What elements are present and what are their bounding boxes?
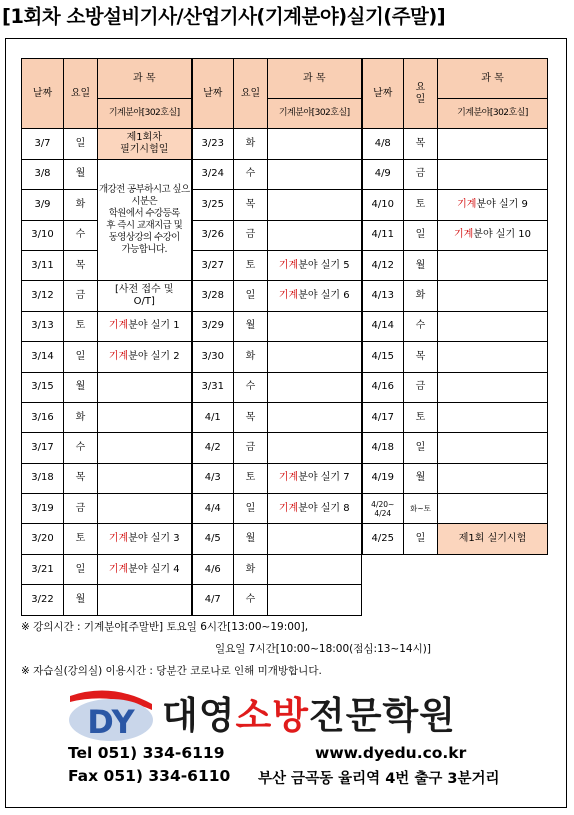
- dy-logo-mark: [66, 690, 156, 742]
- subject-text: 기계분야 실기 7: [278, 472, 350, 484]
- empty-cell: [362, 554, 548, 615]
- date-cell: 4/5: [192, 524, 234, 554]
- table-row: [22, 129, 548, 159]
- date-cell: 3/23: [192, 129, 234, 159]
- table-row: [22, 311, 548, 341]
- date-cell: 4/18: [362, 433, 404, 463]
- subject-cell: [98, 402, 192, 432]
- subject-cell: [268, 463, 362, 493]
- address: 부산 금곡동 율리역 4번 출구 3분거리: [258, 771, 500, 787]
- day-cell: 월: [234, 311, 268, 341]
- day-cell: 수: [64, 433, 98, 463]
- day-cell: 수: [64, 220, 98, 250]
- header-subrow: [22, 99, 548, 129]
- day-cell: 토: [234, 250, 268, 280]
- date-cell: 3/30: [192, 342, 234, 372]
- subject-cell: [98, 372, 192, 402]
- day-cell: 토: [64, 311, 98, 341]
- subject-cell: [268, 159, 362, 189]
- day-cell: 화: [64, 402, 98, 432]
- subject-cell: [438, 250, 548, 280]
- table-row: [22, 372, 548, 402]
- subject-cell: [268, 372, 362, 402]
- day-cell: 화: [234, 342, 268, 372]
- subject-cell: [98, 433, 192, 463]
- date-cell: 4/13: [362, 281, 404, 311]
- date-cell: 4/20~ 4/24: [362, 494, 404, 524]
- date-cell: 3/16: [22, 402, 64, 432]
- day-cell: 수: [234, 159, 268, 189]
- subject-cell: [268, 342, 362, 372]
- day-cell: 일: [234, 494, 268, 524]
- subject-cell: [98, 554, 192, 584]
- table-row: [22, 342, 548, 372]
- fax-number: Fax 051) 334-6110: [68, 767, 231, 785]
- date-cell: 3/12: [22, 281, 64, 311]
- day-cell: 화: [234, 129, 268, 159]
- header-subject: 과 목: [98, 59, 192, 99]
- subject-cell: [438, 463, 548, 493]
- subject-cell: [268, 190, 362, 220]
- subject-cell: [438, 281, 548, 311]
- date-cell: 4/15: [362, 342, 404, 372]
- subject-cell: [438, 342, 548, 372]
- day-cell: 토: [404, 190, 438, 220]
- subject-cell: [438, 190, 548, 220]
- subject-cell: [438, 220, 548, 250]
- day-cell: 금: [404, 372, 438, 402]
- subject-text: 기계분야 실기 1: [108, 320, 180, 332]
- date-cell: 4/8: [362, 129, 404, 159]
- subject-text: 기계분야 실기 6: [278, 290, 350, 302]
- date-cell: 4/19: [362, 463, 404, 493]
- date-cell: 3/15: [22, 372, 64, 402]
- date-cell: 3/20: [22, 524, 64, 554]
- subject-text: 기계분야 실기 10: [453, 229, 532, 241]
- subject-cell: [438, 494, 548, 524]
- table-row: [22, 402, 548, 432]
- header-subject-room: 기계분야[302호실]: [268, 99, 362, 129]
- date-cell: 3/24: [192, 159, 234, 189]
- pre-study-note: 개강전 공부하시고 싶으시분은 학원에서 수강등록 후 즉시 교재지급 및 동영상강의 수강이 가능합니다.: [98, 159, 192, 281]
- subject-cell: [98, 311, 192, 341]
- day-cell: 월: [64, 159, 98, 189]
- day-cell: 금: [64, 494, 98, 524]
- date-cell: 3/26: [192, 220, 234, 250]
- day-cell: 토: [234, 463, 268, 493]
- subject-text: 기계분야 실기 2: [108, 350, 180, 362]
- header-day: [404, 59, 438, 129]
- subject-cell: [438, 311, 548, 341]
- day-cell: 화: [234, 554, 268, 584]
- day-cell: 일: [404, 524, 438, 554]
- date-cell: 4/16: [362, 372, 404, 402]
- day-cell: 화: [404, 281, 438, 311]
- subject-cell: [268, 402, 362, 432]
- date-cell: 3/18: [22, 463, 64, 493]
- header-day-part: 요: [415, 81, 426, 93]
- date-cell: 3/28: [192, 281, 234, 311]
- date-cell: 4/10: [362, 190, 404, 220]
- date-cell: 4/12: [362, 250, 404, 280]
- subject-cell: [268, 524, 362, 554]
- subject-cell: [438, 372, 548, 402]
- day-cell: 일: [64, 342, 98, 372]
- date-cell: 3/29: [192, 311, 234, 341]
- day-cell: 수: [234, 585, 268, 615]
- subject-cell: [98, 463, 192, 493]
- date-cell: 3/7: [22, 129, 64, 159]
- date-cell: 3/27: [192, 250, 234, 280]
- tel-number: Tel 051) 334-6119: [68, 744, 225, 762]
- schedule-table: [21, 58, 548, 616]
- subject-cell: 제1회차 필기시험일: [98, 129, 192, 159]
- subject-cell: [268, 250, 362, 280]
- header-subject: 과 목: [438, 59, 548, 99]
- subject-text: 기계분야 실기 5: [278, 259, 350, 271]
- day-cell: 토: [404, 402, 438, 432]
- subject-cell: [98, 342, 192, 372]
- lecture-time-note: ※ 강의시간 : 기계분야[주말반] 토요일 6시간[13:00~19:00],: [21, 621, 309, 633]
- website-link[interactable]: www.dyedu.co.kr: [315, 744, 467, 762]
- study-room-note: ※ 자습실(강의실) 이용시간 : 당분간 코로나로 인해 미개방합니다.: [21, 665, 322, 677]
- day-cell: 일: [234, 281, 268, 311]
- page-title: [1회차 소방설비기사/산업기사(기계분야)실기(주말)]: [2, 5, 446, 28]
- subject-cell: [268, 220, 362, 250]
- subject-cell: [438, 129, 548, 159]
- day-cell: 목: [404, 129, 438, 159]
- date-cell: 3/25: [192, 190, 234, 220]
- subject-cell: [사전 접수 및 O/T]: [98, 281, 192, 311]
- day-cell: 화: [64, 190, 98, 220]
- academy-name-part4: 학원: [382, 694, 456, 737]
- day-cell: 월: [234, 524, 268, 554]
- day-cell: 월: [64, 372, 98, 402]
- header-day: 요일: [64, 59, 98, 129]
- header-subject-room: 기계분야[302호실]: [438, 99, 548, 129]
- subject-cell: [438, 433, 548, 463]
- subject-cell: [438, 402, 548, 432]
- header-row: [22, 59, 548, 99]
- day-cell: 일: [404, 220, 438, 250]
- day-cell: 금: [64, 281, 98, 311]
- day-cell: 월: [64, 585, 98, 615]
- subject-text: 기계분야 실기 9: [457, 198, 528, 210]
- day-cell: 목: [234, 190, 268, 220]
- table-row: [22, 159, 548, 189]
- date-cell: 4/4: [192, 494, 234, 524]
- subject-cell: [268, 129, 362, 159]
- logo-mark-text: DY: [87, 703, 135, 741]
- subject-cell: [438, 159, 548, 189]
- subject-cell: [268, 494, 362, 524]
- lecture-time-note-sunday: 일요일 7시간[10:00~18:00(점심:13~14시)]: [215, 643, 431, 655]
- date-cell: 3/19: [22, 494, 64, 524]
- date-cell: 3/10: [22, 220, 64, 250]
- subject-cell: [268, 433, 362, 463]
- header-date: 날짜: [192, 59, 234, 129]
- subject-text: 기계분야 실기 8: [278, 502, 350, 514]
- subject-cell: [268, 281, 362, 311]
- day-cell: 화~토: [404, 494, 438, 524]
- date-cell: 3/31: [192, 372, 234, 402]
- day-cell: 월: [404, 463, 438, 493]
- date-cell: 3/8: [22, 159, 64, 189]
- subject-text: 기계분야 실기 4: [108, 563, 180, 575]
- day-cell: 토: [64, 524, 98, 554]
- header-date: 날짜: [362, 59, 404, 129]
- subject-cell: [268, 311, 362, 341]
- header-day: 요일: [234, 59, 268, 129]
- table-row: [22, 281, 548, 311]
- subject-cell: [268, 585, 362, 615]
- day-cell: 목: [64, 463, 98, 493]
- table-row: [22, 494, 548, 524]
- day-cell: 일: [64, 129, 98, 159]
- academy-name-part3: 전문: [308, 694, 383, 737]
- date-cell: 4/2: [192, 433, 234, 463]
- date-cell: 3/17: [22, 433, 64, 463]
- day-cell: 수: [234, 372, 268, 402]
- day-cell: 목: [404, 342, 438, 372]
- day-cell: 금: [234, 220, 268, 250]
- header-subject-room: 기계분야[302호실]: [98, 99, 192, 129]
- date-cell: 3/9: [22, 190, 64, 220]
- date-cell: 4/7: [192, 585, 234, 615]
- date-cell: 3/11: [22, 250, 64, 280]
- date-cell: 3/22: [22, 585, 64, 615]
- date-cell: 4/3: [192, 463, 234, 493]
- academy-name-part1: 대영: [162, 694, 236, 737]
- academy-name: [162, 690, 456, 742]
- day-cell: 일: [404, 433, 438, 463]
- day-cell: 금: [234, 433, 268, 463]
- header-day-part: 일: [415, 93, 426, 105]
- day-cell: 수: [404, 311, 438, 341]
- table-row: [22, 463, 548, 493]
- date-cell: 3/21: [22, 554, 64, 584]
- subject-cell: [268, 554, 362, 584]
- subject-cell: [98, 524, 192, 554]
- day-cell: 금: [404, 159, 438, 189]
- academy-logo: [66, 690, 546, 742]
- day-cell: 월: [404, 250, 438, 280]
- date-cell: 4/11: [362, 220, 404, 250]
- day-cell: 일: [64, 554, 98, 584]
- date-cell: 4/1: [192, 402, 234, 432]
- day-cell: 목: [64, 250, 98, 280]
- header-subject: 과 목: [268, 59, 362, 99]
- date-cell: 4/17: [362, 402, 404, 432]
- table-row: [22, 524, 548, 554]
- table-row: [22, 433, 548, 463]
- subject-text: 기계분야 실기 3: [108, 533, 180, 545]
- date-cell: 4/14: [362, 311, 404, 341]
- subject-cell: [98, 494, 192, 524]
- subject-cell: [98, 585, 192, 615]
- subject-cell: 제1회 실기시험: [438, 524, 548, 554]
- day-cell: 목: [234, 402, 268, 432]
- header-date: 날짜: [22, 59, 64, 129]
- date-cell: 4/9: [362, 159, 404, 189]
- date-cell: 4/25: [362, 524, 404, 554]
- date-cell: 3/14: [22, 342, 64, 372]
- academy-name-part2: 소방: [235, 694, 309, 737]
- date-cell: 4/6: [192, 554, 234, 584]
- date-cell: 3/13: [22, 311, 64, 341]
- table-row: [22, 554, 548, 584]
